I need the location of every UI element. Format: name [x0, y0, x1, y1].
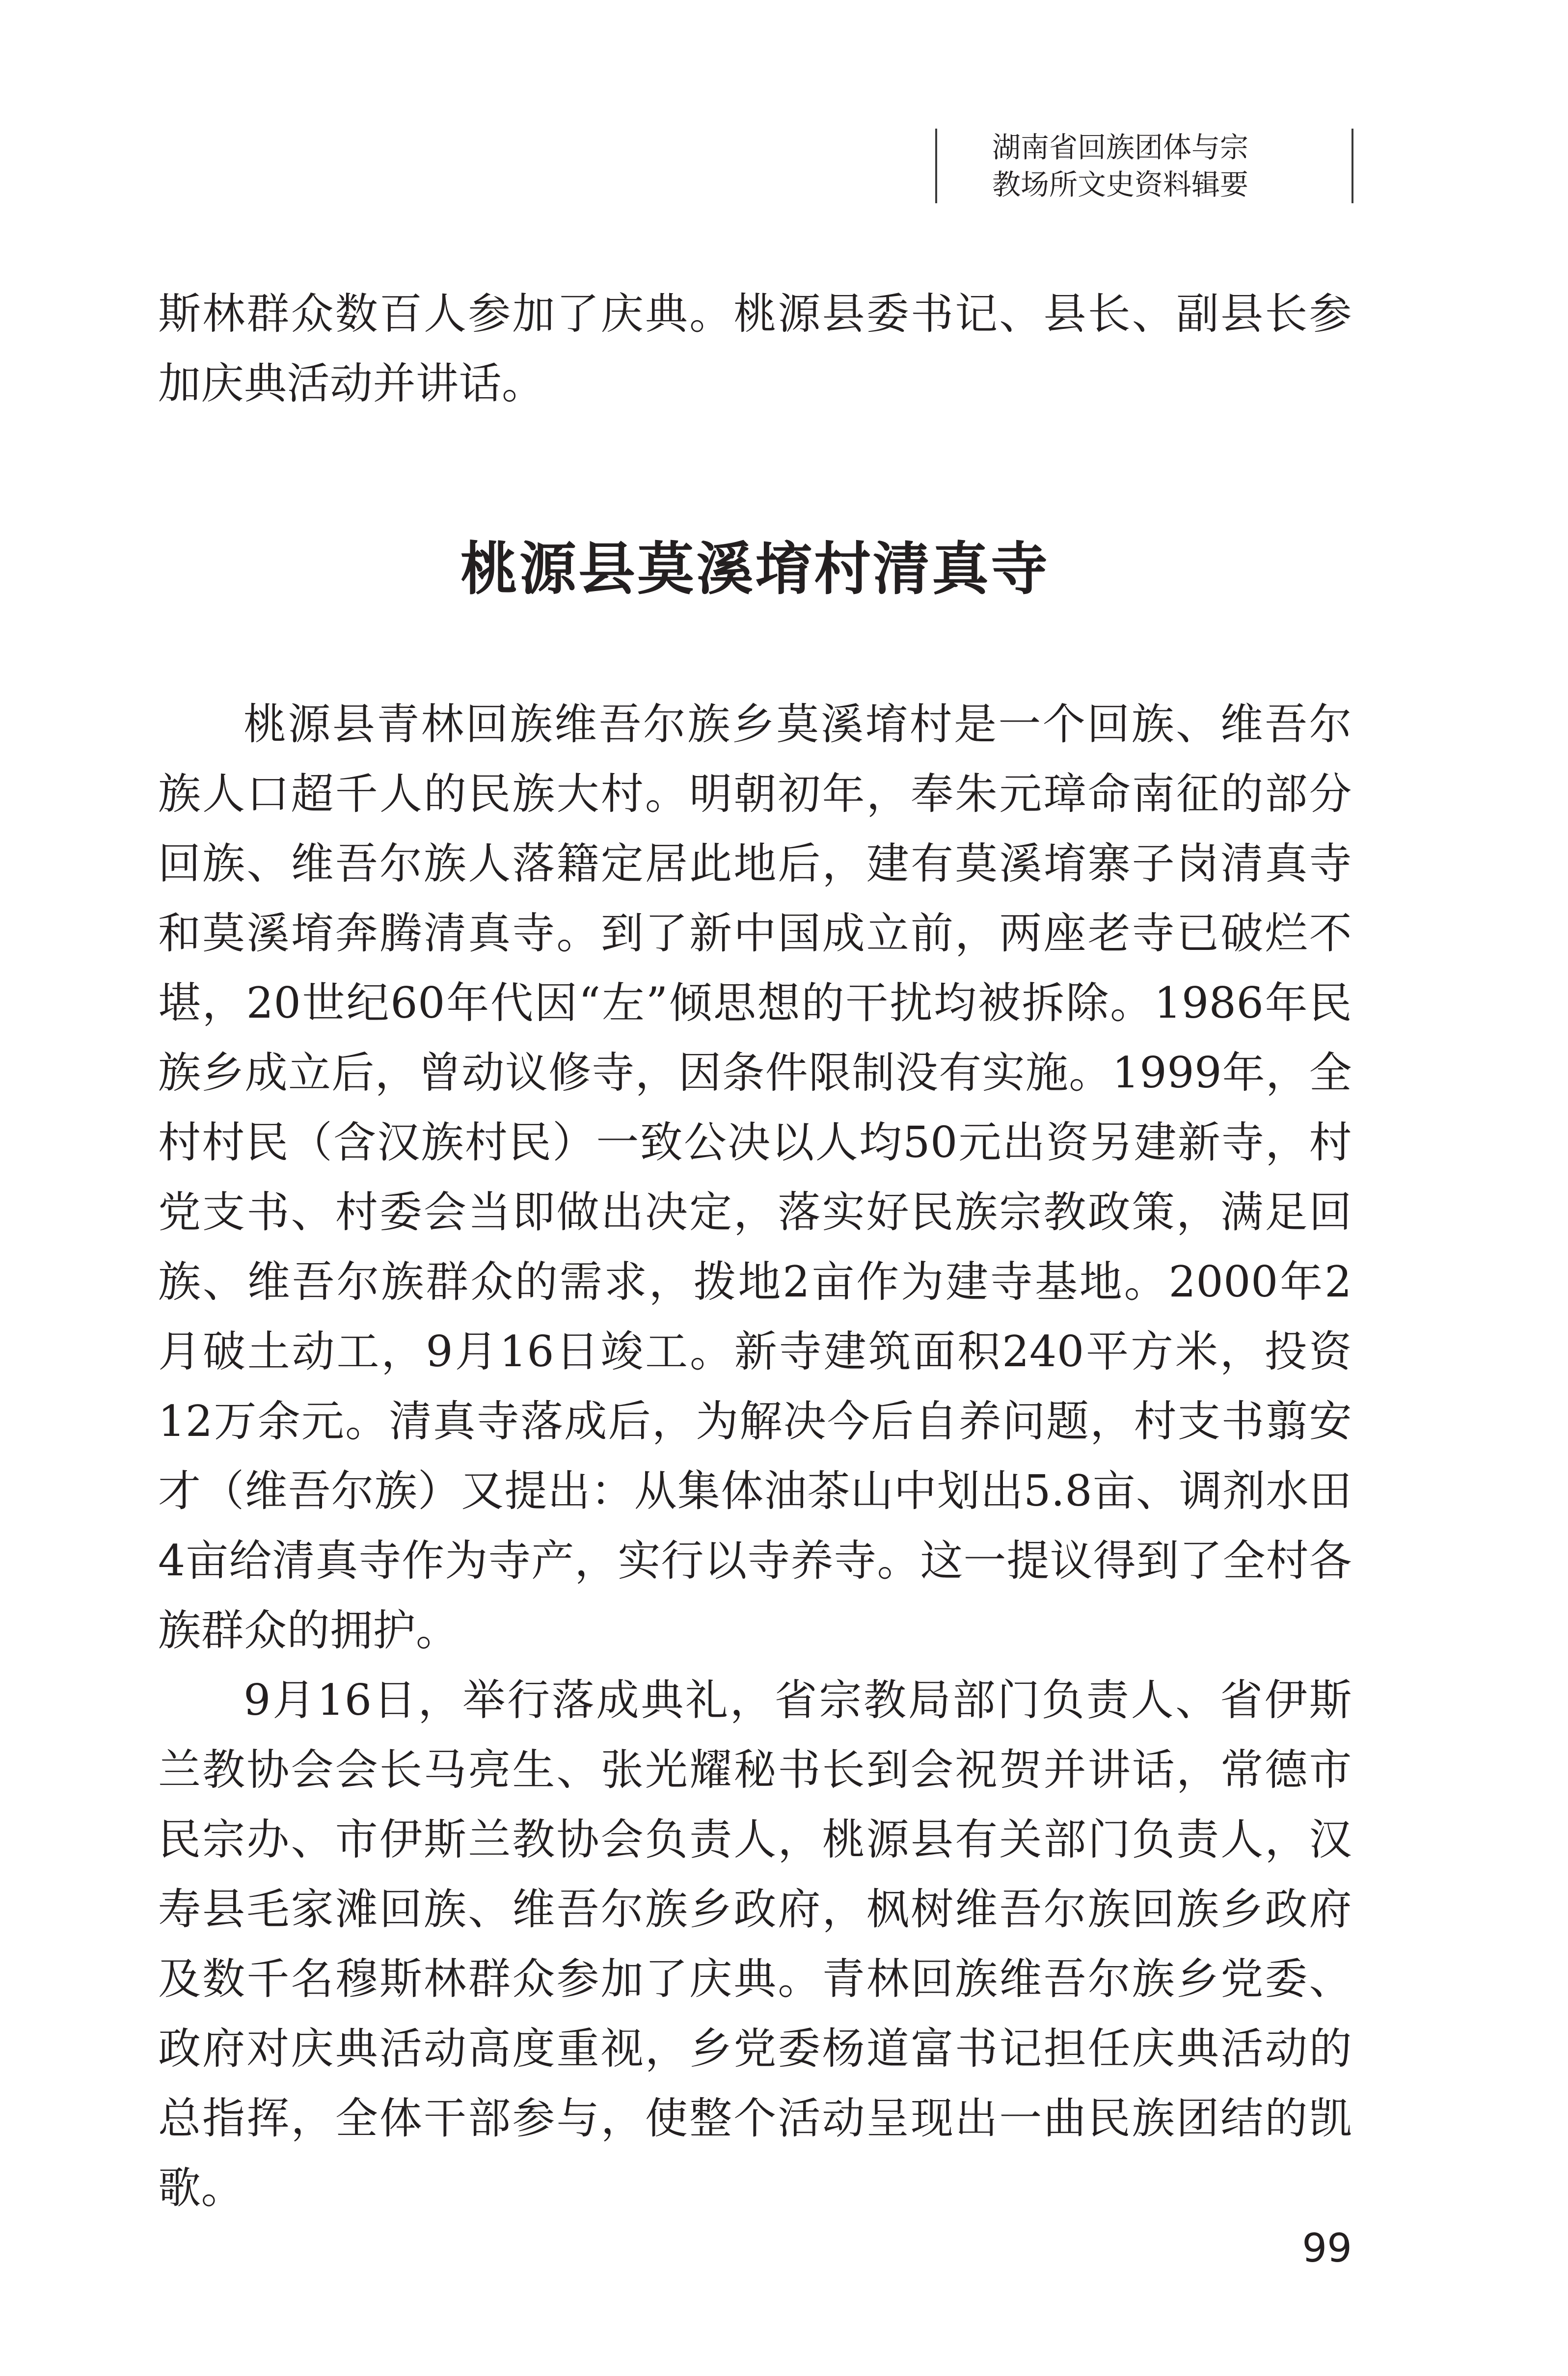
body-paragraph-2: 9月16日，举行落成典礼，省宗教局部门负责人、省伊斯兰教协会会长马亮生、张光耀秘书长到会祝贺并讲话，常德市民宗办、市伊斯兰教协会负责人，桃源县有关部门负责人，汉寿县毛家滩回族、维吾尔族乡政府，枫树维吾尔族回族乡政府及数千名穆斯林群众参加了庆典。青林回族维吾尔族乡党委、政府对庆典活动高度重视，乡党委杨道富书记担任庆典活动的总指挥，全体干部参与，使整个活动呈现出一曲民族团结的凯歌。 [158, 1675, 1352, 2213]
running-header-line-1: 湖南省回族团体与宗 [992, 131, 1249, 164]
carry-over-text [158, 279, 1352, 418]
section-body [158, 689, 1352, 2223]
carry-over-paragraph: 斯林群众数百人参加了庆典。桃源县委书记、县长、副县长参加庆典活动并讲话。 [158, 289, 1352, 408]
section-title: 桃源县莫溪堉村清真寺 [460, 536, 1050, 602]
header-right-rule [1352, 129, 1353, 203]
running-header-line-2: 教场所文史资料辑要 [992, 168, 1249, 201]
running-header-text [992, 129, 1316, 203]
page-number: 99 [1302, 2225, 1352, 2271]
running-header [935, 129, 1353, 203]
body-paragraph-1: 桃源县青林回族维吾尔族乡莫溪堉村是一个回族、维吾尔族人口超千人的民族大村。明朝初年，奉朱元璋命南征的部分回族、维吾尔族人落籍定居此地后，建有莫溪堉寨子岗清真寺和莫溪堉奔腾清真寺。到了新中国成立前，两座老寺已破烂不堪，20世纪60年代因“左”倾思想的干扰均被拆除。1986年民族乡成立后，曾动议修寺，因条件限制没有实施。1999年，全村村民（含汉族村民）一致公决以人均50元出资另建新寺，村党支书、村委会当即做出决定，落实好民族宗教政策，满足回族、维吾尔族群众的需求，拨地2亩作为建寺基地。2000年2月破土动工，9月16日竣工。新寺建筑面积240平方米，投资12万余元。清真寺落成后，为解决今后自养问题，村支书翦安才（维吾尔族）又提出：从集体油茶山中划出5.8亩、调剂水田4亩给清真寺作为寺产，实行以寺养寺。这一提议得到了全村各族群众的拥护。 [158, 699, 1352, 1655]
header-left-rule [935, 129, 937, 203]
